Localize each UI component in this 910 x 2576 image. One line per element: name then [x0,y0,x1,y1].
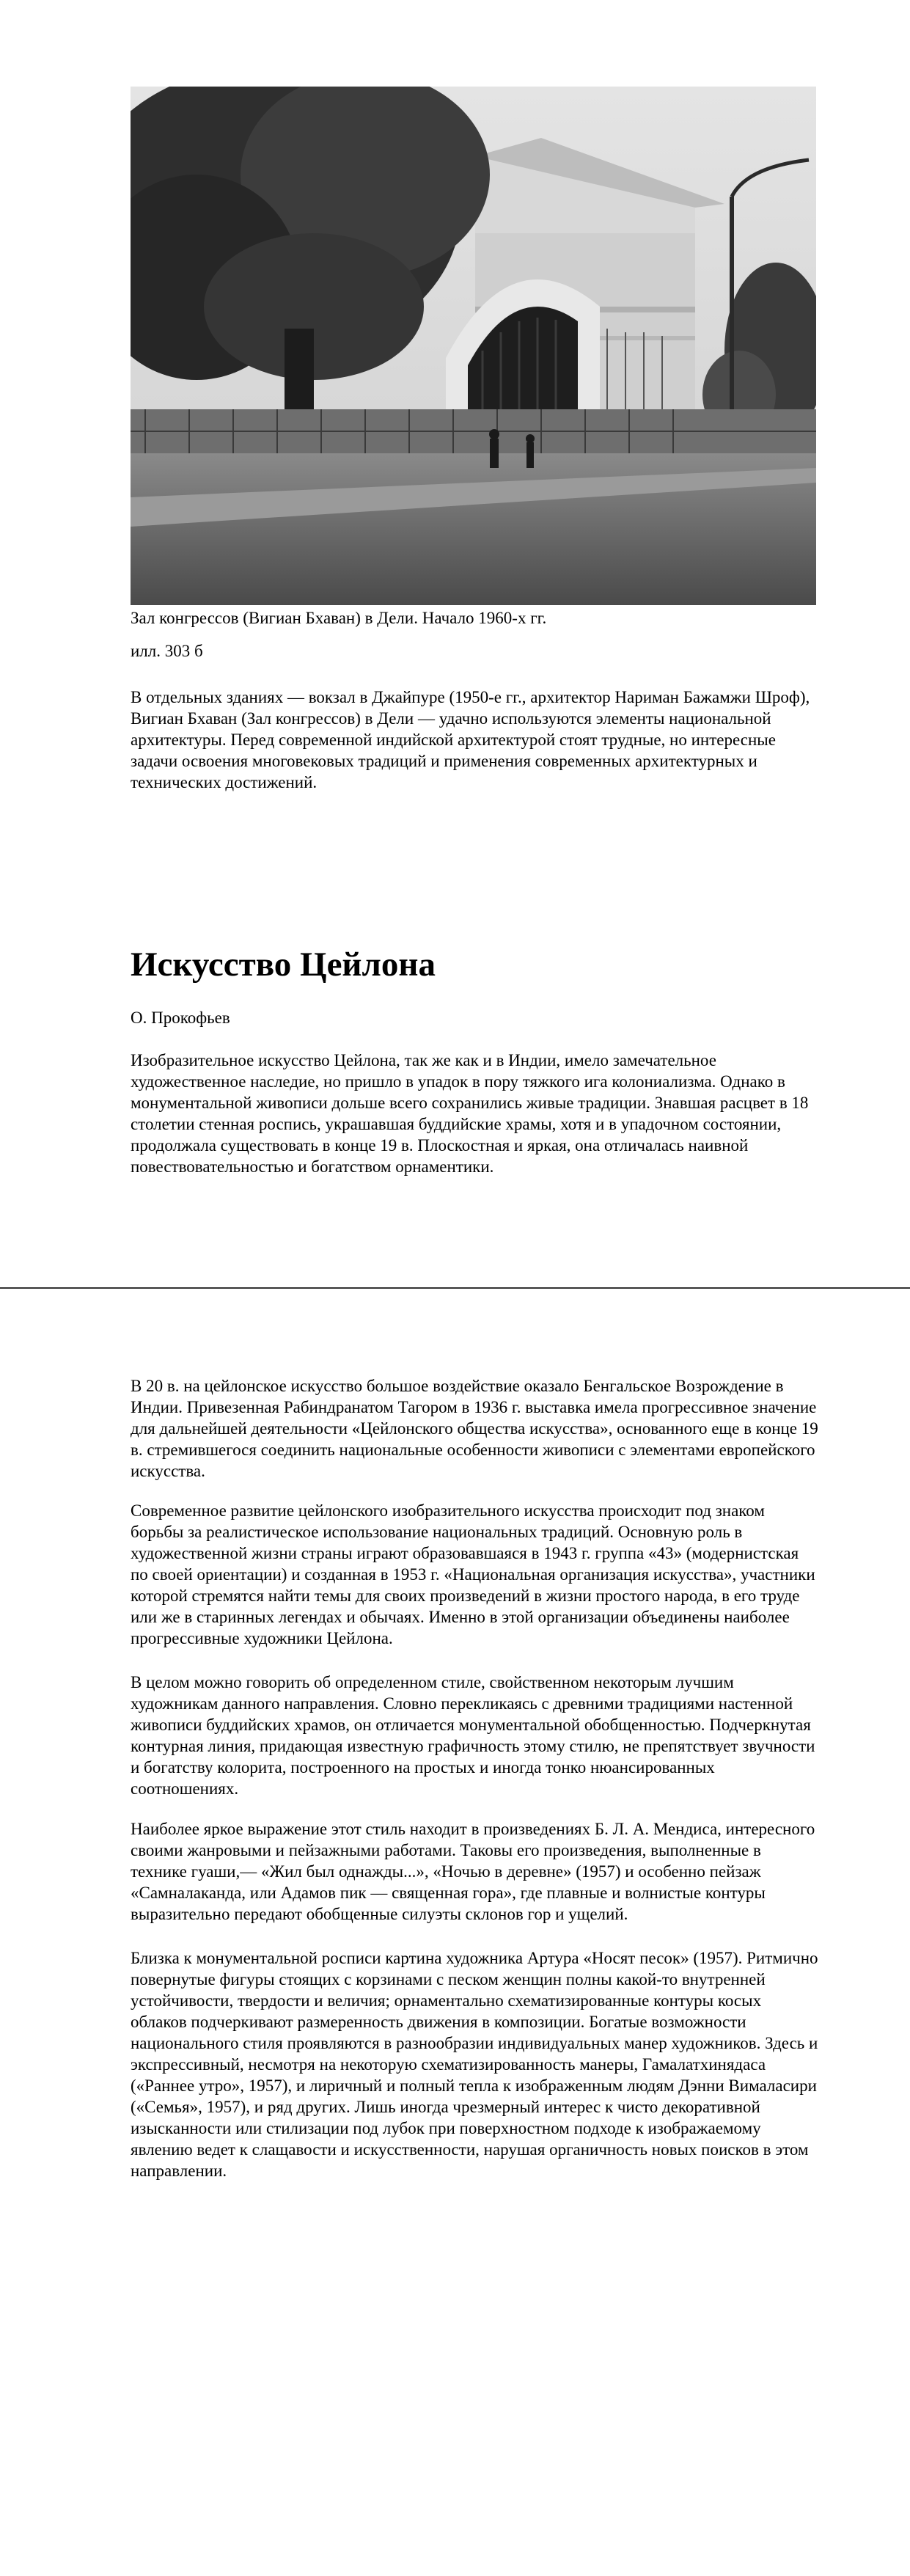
paragraph-bengal-revival: В 20 в. на цейлонское искусство большое воздействие оказало Бенгальское Возрождение в Индии. Привезенная Рабиндранатом Тагором в 1936 г. выставка имела прогрессивное значение для дальнейшей деятельности «Цейлонского общества искусства», основанного еще в конце 19 в. стремившегося соединить национальные особенности живописи с элементами европейского искусства. [131,1377,818,1480]
photo-caption: Зал конгрессов (Вигиан Бхаван) в Дели. Начало 1960-х гг. [131,609,547,627]
paragraph-modern-development: Современное развитие цейлонского изобразительного искусства происходит под знаком борьбы за реалистическое использование национальных традиций. Основную роль в художественной жизни страны играют образовавшаяся в 1943 г. группа «43» (модернистская по своей ориентации) и созданная в 1953 г. «Национальная организация искусства», участники которой стремятся найти темы для своих произведений в жизни простого народа, в его труде или же в старинных легендах и обычаях. Именно в этой организации объединены наиболее прогрессивные художники Цейлона. [131,1501,815,1647]
paragraph-ceylon-intro: Изобразительное искусство Цейлона, так же как и в Индии, имело замечательное художественное наследие, но пришло в упадок в пору тяжкого ига колониализма. Однако в монументальной живописи дольше всего сохранились живые традиции. Знавшая расцвет в 18 столетии стенная роспись, украшавшая буддийские храмы, хотя и в упадочном состоянии, продолжала существовать в конце 19 в. Плоскостная и яркая, она отличалась наивной повествовательностью и богатством орнаментики. [131,1051,809,1176]
paragraph-mendis: Наиболее яркое выражение этот стиль находит в произведениях Б. Л. А. Мендиса, интересного своими жанровыми и пейзажными работами. Таковы его произведения, выполненные в технике гуаши,— «Жил был однажды...», «Ночью в деревне» (1957) и особенно пейзаж «Самналаканда, или Адамов пик — священная гора», где плавные и волнистые контуры выразительно передают обобщенные силуэты склонов гор и ущелий. [131,1820,815,1923]
page-2 [0,1289,910,2576]
paragraph-arthur: Близка к монументальной росписи картина художника Артура «Носят песок» (1957). Ритмично повернутые фигуры стоящих с корзинами с песком женщин полны какой-то внутренней устойчивости, твердости и величия; орнаментально схематизированные контуры косых облаков подчеркивают размеренность движения в композиции. Богатые возможности национального стиля проявляются в разнообразии индивидуальных манер художников. Здесь и экспрессивный, несмотря на некоторую схематизированность манеры, Гамалатхинядаса («Раннее утро», 1957), и лиричный и полный тепла к изображенным людям Дэнни Вималасири («Семья», 1957), и ряд других. Лишь иногда чрезмерный интерес к чисто декоративной изысканности или стилизации под лубок при поверхностном подходе к изображаемому явлению ведет к слащавости и искусственности, нарушая органичность новых поисков в этом направлении. [131,1949,818,2180]
congress-hall-photo [131,87,816,605]
paragraph-style: В целом можно говорить об определенном стиле, свойственном некоторым лучшим художникам данного направления. Словно перекликаясь с древними традициями настенной живописи буддийских храмов, он отличается монументальной обобщенностью. Подчеркнутая контурная линия, придающая известную графичность этому стилю, не препятствует звучности и богатству колорита, построенного на простых и иногда тонко нюансированных соотношениях. [131,1673,815,1798]
author-name: О. Прокофьев [131,1009,230,1027]
section-title: Искусство Цейлона [131,945,436,984]
page-1 [0,0,910,1287]
paragraph-architecture: В отдельных зданиях — вокзал в Джайпуре (1950-е гг., архитектор Нариман Бажамжи Шрoф), Вигиан Бхаван (Зал конгрессов) в Дели — удачно используются элементы национальной архитектуры. Перед современной индийской архитектурой стоят трудные, но интересные задачи освоения многовековых традиций и применения современных архитектурных и технических достижений. [131,688,810,791]
illustration-reference: илл. 303 б [131,642,203,660]
